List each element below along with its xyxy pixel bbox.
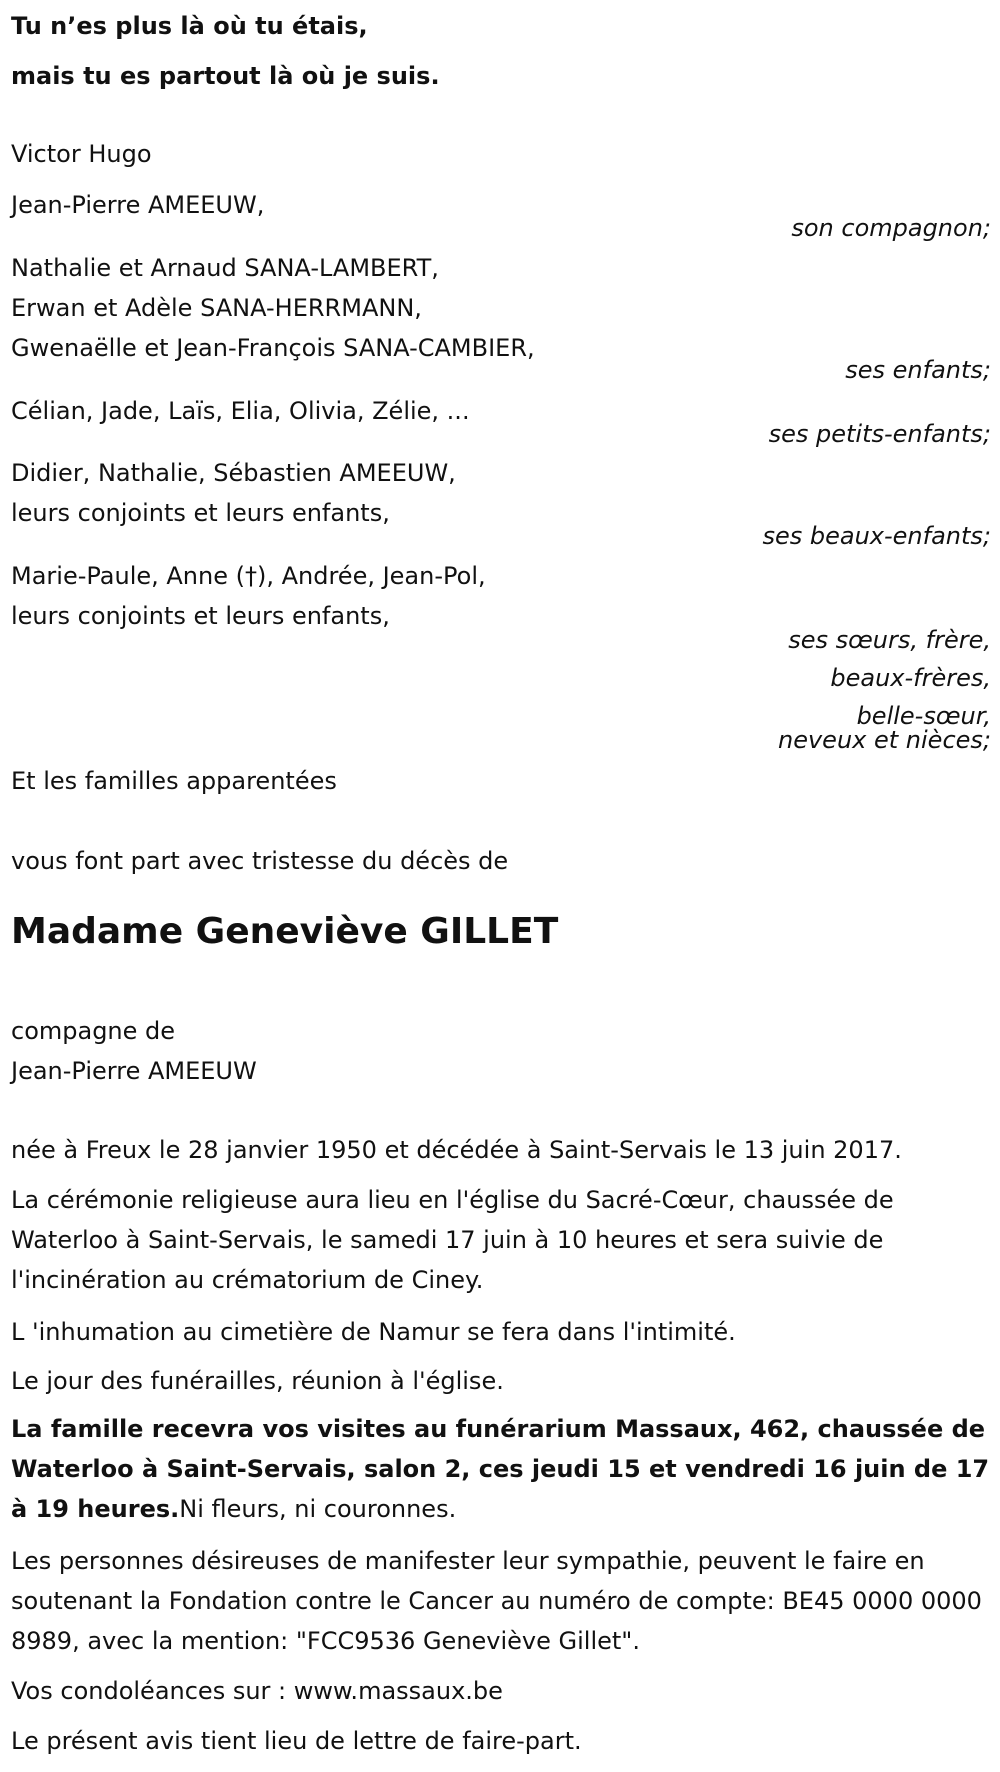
- siblings-role-3: belle-sœur,: [856, 702, 991, 730]
- companion-name: Jean-Pierre AMEEUW,: [11, 191, 265, 219]
- relation-line-2: Jean-Pierre AMEEUW: [11, 1057, 257, 1085]
- burial: L 'inhumation au cimetière de Namur se fera dans l'intimité.: [11, 1318, 736, 1346]
- siblings-1: Marie-Paule, Anne (†), Andrée, Jean-Pol,: [11, 562, 486, 590]
- child-2: Erwan et Adèle SANA-HERRMANN,: [11, 294, 422, 322]
- reunion: Le jour des funérailles, réunion à l'église.: [11, 1367, 504, 1395]
- condolences: Vos condoléances sur : www.massaux.be: [11, 1677, 503, 1705]
- ceremony: La cérémonie religieuse aura lieu en l'église du Sacré-Cœur, chaussée de Waterloo à Saint-Servais, le samedi 17 juin à 10 heures et sera suivie de l'incinération au crématorium de Ciney.: [11, 1186, 894, 1294]
- quote-line-1: Tu n’es plus là où tu étais,: [11, 12, 368, 40]
- siblings-role-4: neveux et nièces;: [778, 726, 991, 754]
- related-families: Et les familles apparentées: [11, 767, 337, 795]
- children-role: ses enfants;: [845, 356, 991, 384]
- quote-author: Victor Hugo: [11, 140, 152, 168]
- relation-line-1: compagne de: [11, 1017, 176, 1045]
- visits-paragraph: [11, 1409, 996, 1529]
- announcement: vous font part avec tristesse du décès de: [11, 847, 509, 875]
- stepchildren-1: Didier, Nathalie, Sébastien AMEEUW,: [11, 459, 456, 487]
- visits-bold: La famille recevra vos visites au funérarium Massaux, 462, chaussée de Waterloo à Saint-Servais, salon 2, ces jeudi 15 et vendredi 16 juin de 17 à 19 heures.: [11, 1415, 990, 1523]
- birth-death: née à Freux le 28 janvier 1950 et décédée à Saint-Servais le 13 juin 2017.: [11, 1136, 902, 1164]
- no-flowers: Ni fleurs, ni couronnes.: [179, 1495, 457, 1523]
- deceased-name: Madame Geneviève GILLET: [11, 911, 559, 952]
- notice: Le présent avis tient lieu de lettre de faire-part.: [11, 1727, 582, 1755]
- quote-line-2: mais tu es partout là où je suis.: [11, 62, 440, 90]
- child-1: Nathalie et Arnaud SANA-LAMBERT,: [11, 254, 439, 282]
- stepchildren-2: leurs conjoints et leurs enfants,: [11, 499, 390, 527]
- siblings-role-1: ses sœurs, frère,: [788, 626, 991, 654]
- siblings-role-2: beaux-frères,: [830, 664, 991, 692]
- grandchildren-role: ses petits-enfants;: [768, 420, 991, 448]
- donation: Les personnes désireuses de manifester leur sympathie, peuvent le faire en soutenant la Fondation contre le Cancer au numéro de compte: BE45 0000 0000 8989, avec la mention: "FCC9536 Geneviève Gillet".: [11, 1547, 982, 1655]
- stepchildren-role: ses beaux-enfants;: [762, 522, 991, 550]
- companion-role: son compagnon;: [791, 214, 991, 242]
- siblings-2: leurs conjoints et leurs enfants,: [11, 602, 390, 630]
- child-3: Gwenaëlle et Jean-François SANA-CAMBIER,: [11, 334, 535, 362]
- grandchildren: Célian, Jade, Laïs, Elia, Olivia, Zélie, ...: [11, 397, 470, 425]
